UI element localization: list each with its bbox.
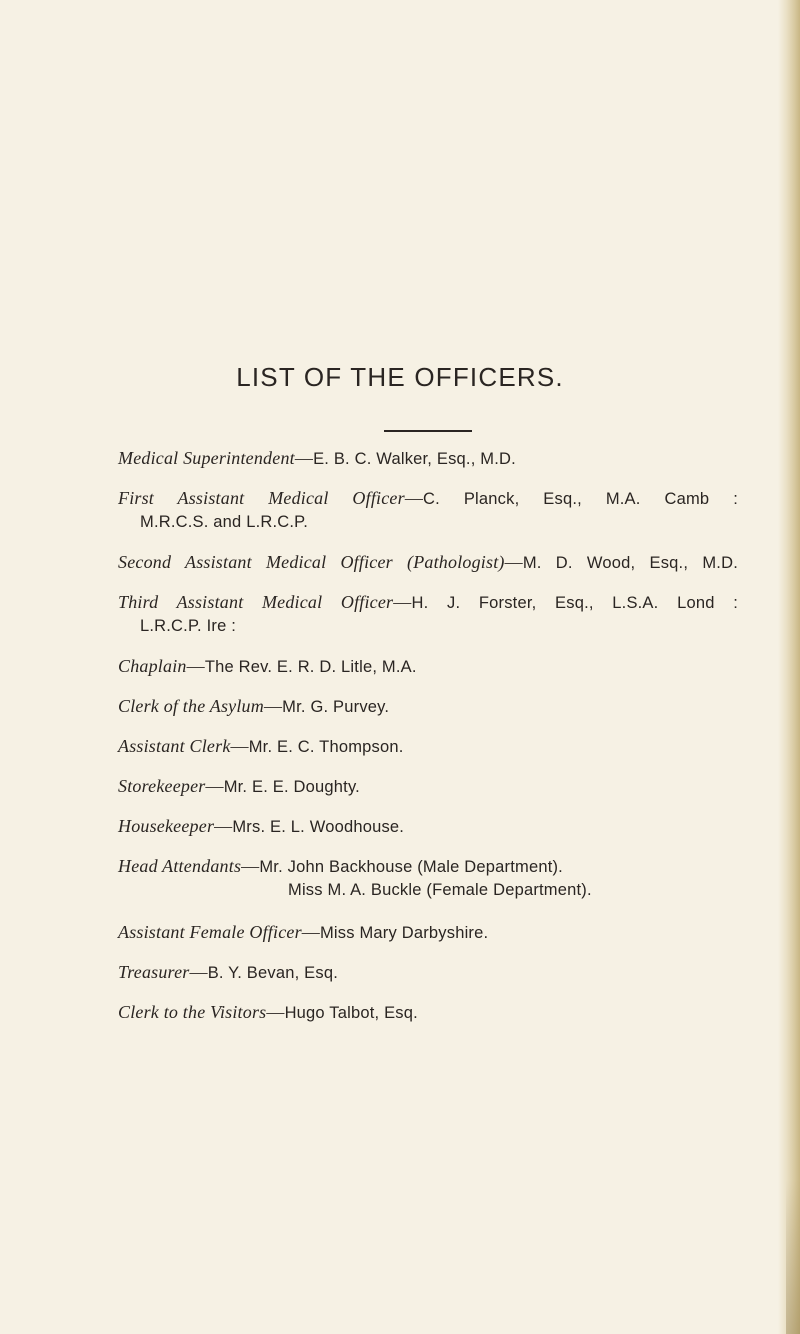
officer-role: First Assistant Medical Officer	[118, 488, 405, 508]
officer-entry-assistant-female-officer	[118, 920, 738, 945]
officer-entry-second-assistant	[118, 550, 738, 575]
separator: —	[404, 488, 424, 508]
separator: —	[266, 1002, 285, 1022]
page-edge	[778, 0, 800, 1334]
separator: —	[504, 552, 523, 572]
page-title: LIST OF THE OFFICERS.	[236, 362, 564, 392]
separator: —	[214, 816, 233, 836]
officer-entry-medical-superintendent	[118, 446, 738, 471]
separator: —	[230, 736, 249, 756]
officer-role: Second Assistant Medical Officer (Pathologist)	[118, 552, 505, 572]
officer-entry-storekeeper	[118, 774, 738, 799]
separator: —	[263, 696, 283, 716]
officer-entry-chaplain	[118, 654, 738, 679]
separator: —	[301, 922, 320, 942]
officer-name: Mr. G. Purvey.	[282, 698, 390, 716]
officer-entry-first-assistant	[118, 486, 738, 511]
officer-name: H. J. Forster, Esq., L.S.A. Lond :	[411, 594, 738, 612]
officer-entry-assistant-clerk	[118, 734, 738, 759]
page-edge-shadow	[786, 1180, 800, 1334]
separator: —	[393, 592, 412, 612]
officer-name: Mrs. E. L. Woodhouse.	[232, 818, 405, 836]
officer-role: Chaplain	[118, 656, 187, 676]
officer-role: Storekeeper	[118, 776, 206, 796]
officer-name: C. Planck, Esq., M.A. Camb :	[423, 490, 739, 508]
officer-name: Mr. E. E. Doughty.	[223, 778, 360, 796]
officer-name: Mr. E. C. Thompson.	[248, 738, 404, 756]
officer-role: Assistant Female Officer	[118, 922, 302, 942]
officer-name-continuation: Miss M. A. Buckle (Female Department).	[288, 881, 592, 899]
officer-entry-clerk-to-visitors	[118, 1000, 738, 1025]
officer-name-continuation: M.R.C.S. and L.R.C.P.	[140, 513, 309, 531]
officer-role: Treasurer	[118, 962, 190, 982]
officer-role: Clerk of the Asylum	[118, 696, 264, 716]
separator: —	[186, 656, 205, 676]
officer-role: Third Assistant Medical Officer	[118, 592, 394, 612]
officer-name: Mr. John Backhouse (Male Department).	[259, 858, 563, 876]
officer-name-continuation: L.R.C.P. Ire :	[140, 617, 237, 635]
separator: —	[189, 962, 208, 982]
separator: —	[205, 776, 224, 796]
officer-entry-housekeeper	[118, 814, 738, 839]
officer-role: Housekeeper	[118, 816, 215, 836]
officer-role: Medical Superintendent	[118, 448, 295, 468]
officer-name: Hugo Talbot, Esq.	[284, 1004, 418, 1022]
separator: —	[241, 856, 260, 876]
separator: —	[294, 448, 314, 468]
officer-name: Miss Mary Darbyshire.	[319, 924, 489, 942]
officer-name: B. Y. Bevan, Esq.	[207, 964, 338, 982]
officer-name: The Rev. E. R. D. Litle, M.A.	[204, 658, 417, 676]
officer-name: M. D. Wood, Esq., M.D.	[522, 554, 738, 572]
officer-role: Head Attendants	[118, 856, 242, 876]
officer-entry-head-attendants	[118, 854, 738, 879]
officer-name: E. B. C. Walker, Esq., M.D.	[313, 450, 516, 468]
officer-role: Assistant Clerk	[118, 736, 231, 756]
officer-entry-third-assistant	[118, 590, 738, 615]
officer-entry-clerk-of-asylum	[118, 694, 738, 719]
officer-role: Clerk to the Visitors	[118, 1002, 267, 1022]
officer-entry-treasurer	[118, 960, 738, 985]
title-divider	[384, 430, 472, 432]
